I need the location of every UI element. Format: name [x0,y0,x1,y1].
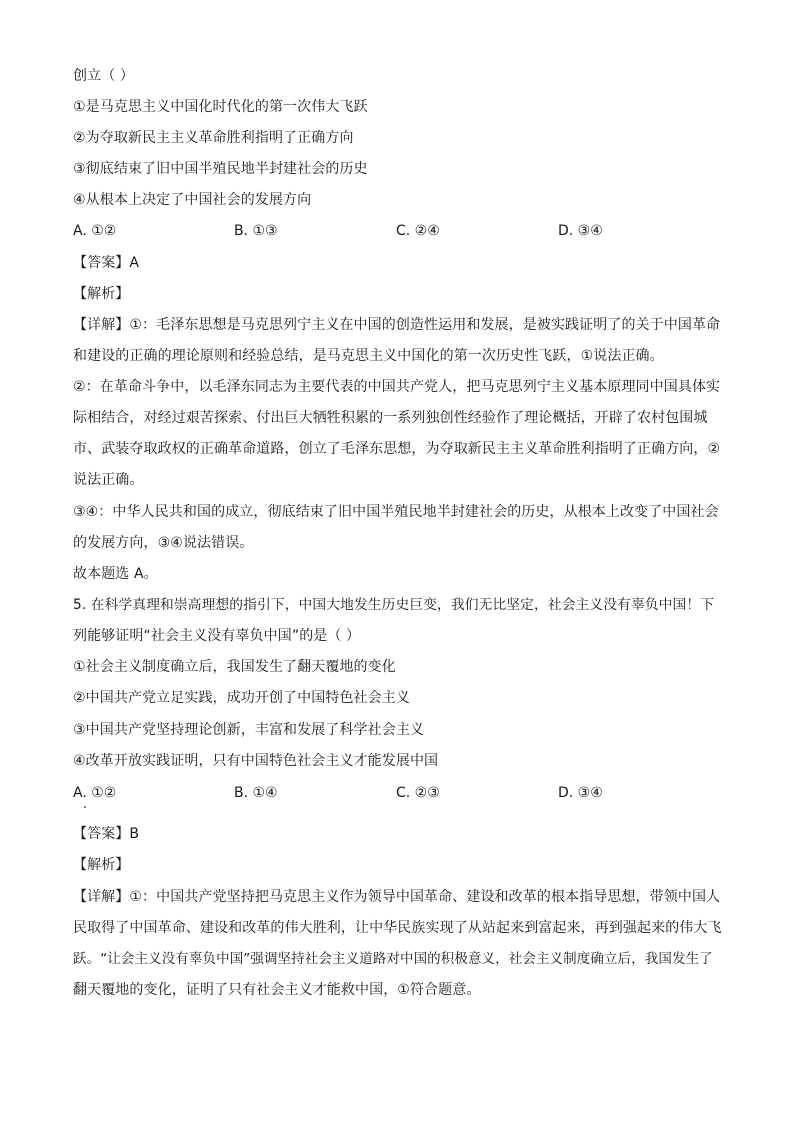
q5-option-c: C. ②③ [396,785,440,801]
q4-item-3: ③彻底结束了旧中国半殖民地半封建社会的历史 [73,161,368,177]
q5-item-1: ①社会主义制度确立后，我国发生了翻天覆地的变化 [73,659,396,675]
q4-explain-line: ②：在革命斗争中，以毛泽东同志为主要代表的中国共产党人，把马克思列宁主义基本原理同中国具体实 [73,379,721,395]
q4-option-d: D. ③④ [558,223,603,239]
q4-explain-line: 际相结合，对经过艰苦探索、付出巨大牺牲积累的一系列独创性经验作了理论概括，开辟了农村包围城 [73,410,708,426]
q5-analysis-label: 【解析】 [73,857,130,873]
q4-option-c: C. ②④ [396,223,440,239]
q5-stem-line: 列能够证明“社会主义没有辜负中国”的是（ ） [73,628,361,644]
q4-conclusion: 故本题选 A。 [73,566,158,582]
q4-explain-line: 的发展方向，③④说法错误。 [73,535,254,551]
q4-answer: 【答案】A [73,255,140,271]
q4-explain-line: 【详解】①：毛泽东思想是马克思列宁主义在中国的创造性运用和发展，是被实践证明了的关于中国革命 [73,317,721,333]
q5-option-a: A. ①② [73,785,117,801]
q4-explain-line: ③④：中华人民共和国的成立，彻底结束了旧中国半殖民地半封建社会的历史，从根本上改变了中国社会 [73,504,719,520]
q5-explain-line: 民取得了中国革命、建设和改革的伟大胜利，让中华民族实现了从站起来到富起来，再到强起来的伟大飞 [73,920,722,936]
q5-option-d: D. ③④ [558,785,603,801]
stray-mark [84,806,86,808]
q4-option-b: B. ①③ [234,223,278,239]
q5-answer: 【答案】B [73,826,140,842]
q5-item-2: ②中国共产党立足实践，成功开创了中国特色社会主义 [73,690,410,706]
q5-option-b: B. ①④ [234,785,278,801]
q4-item-4: ④从根本上决定了中国社会的发展方向 [73,192,312,208]
q5-explain-line: 跃。“让会主义没有辜负中国”强调坚持社会主义道路对中国的积极意义，社会主义制度确立后，我国发生了 [73,951,713,967]
q5-item-4: ④改革开放实践证明，只有中国特色社会主义才能发展中国 [73,753,439,769]
q4-stem-tail: 创立（ ） [73,68,134,84]
q4-explain-line: 说法正确。 [73,472,144,488]
q4-item-2: ②为夺取新民主主义革命胜利指明了正确方向 [73,130,354,146]
q5-explain-line: 翻天覆地的变化，证明了只有社会主义才能救中国，①符合题意。 [73,982,481,998]
q5-item-3: ③中国共产党坚持理论创新，丰富和发展了科学社会主义 [73,722,425,738]
q5-explain-line: 【详解】①：中国共产党坚持把马克思主义作为领导中国革命、建设和改革的根本指导思想，带领中国人 [73,889,721,905]
q4-analysis-label: 【解析】 [73,286,130,302]
q5-stem-line: 5. 在科学真理和崇高理想的指引下，中国大地发生历史巨变，我们无比坚定，社会主义没有辜负中国！下 [73,597,715,613]
q4-item-1: ①是马克思主义中国化时代化的第一次伟大飞跃 [73,99,368,115]
q4-option-a: A. ①② [73,223,117,239]
q4-explain-line: 和建设的正确的理论原则和经验总结，是马克思主义中国化的第一次历史性飞跃，①说法正确。 [73,348,664,364]
q4-explain-line: 市、武装夺取政权的正确革命道路，创立了毛泽东思想，为夺取新民主主义革命胜利指明了正确方向，② [73,441,721,457]
